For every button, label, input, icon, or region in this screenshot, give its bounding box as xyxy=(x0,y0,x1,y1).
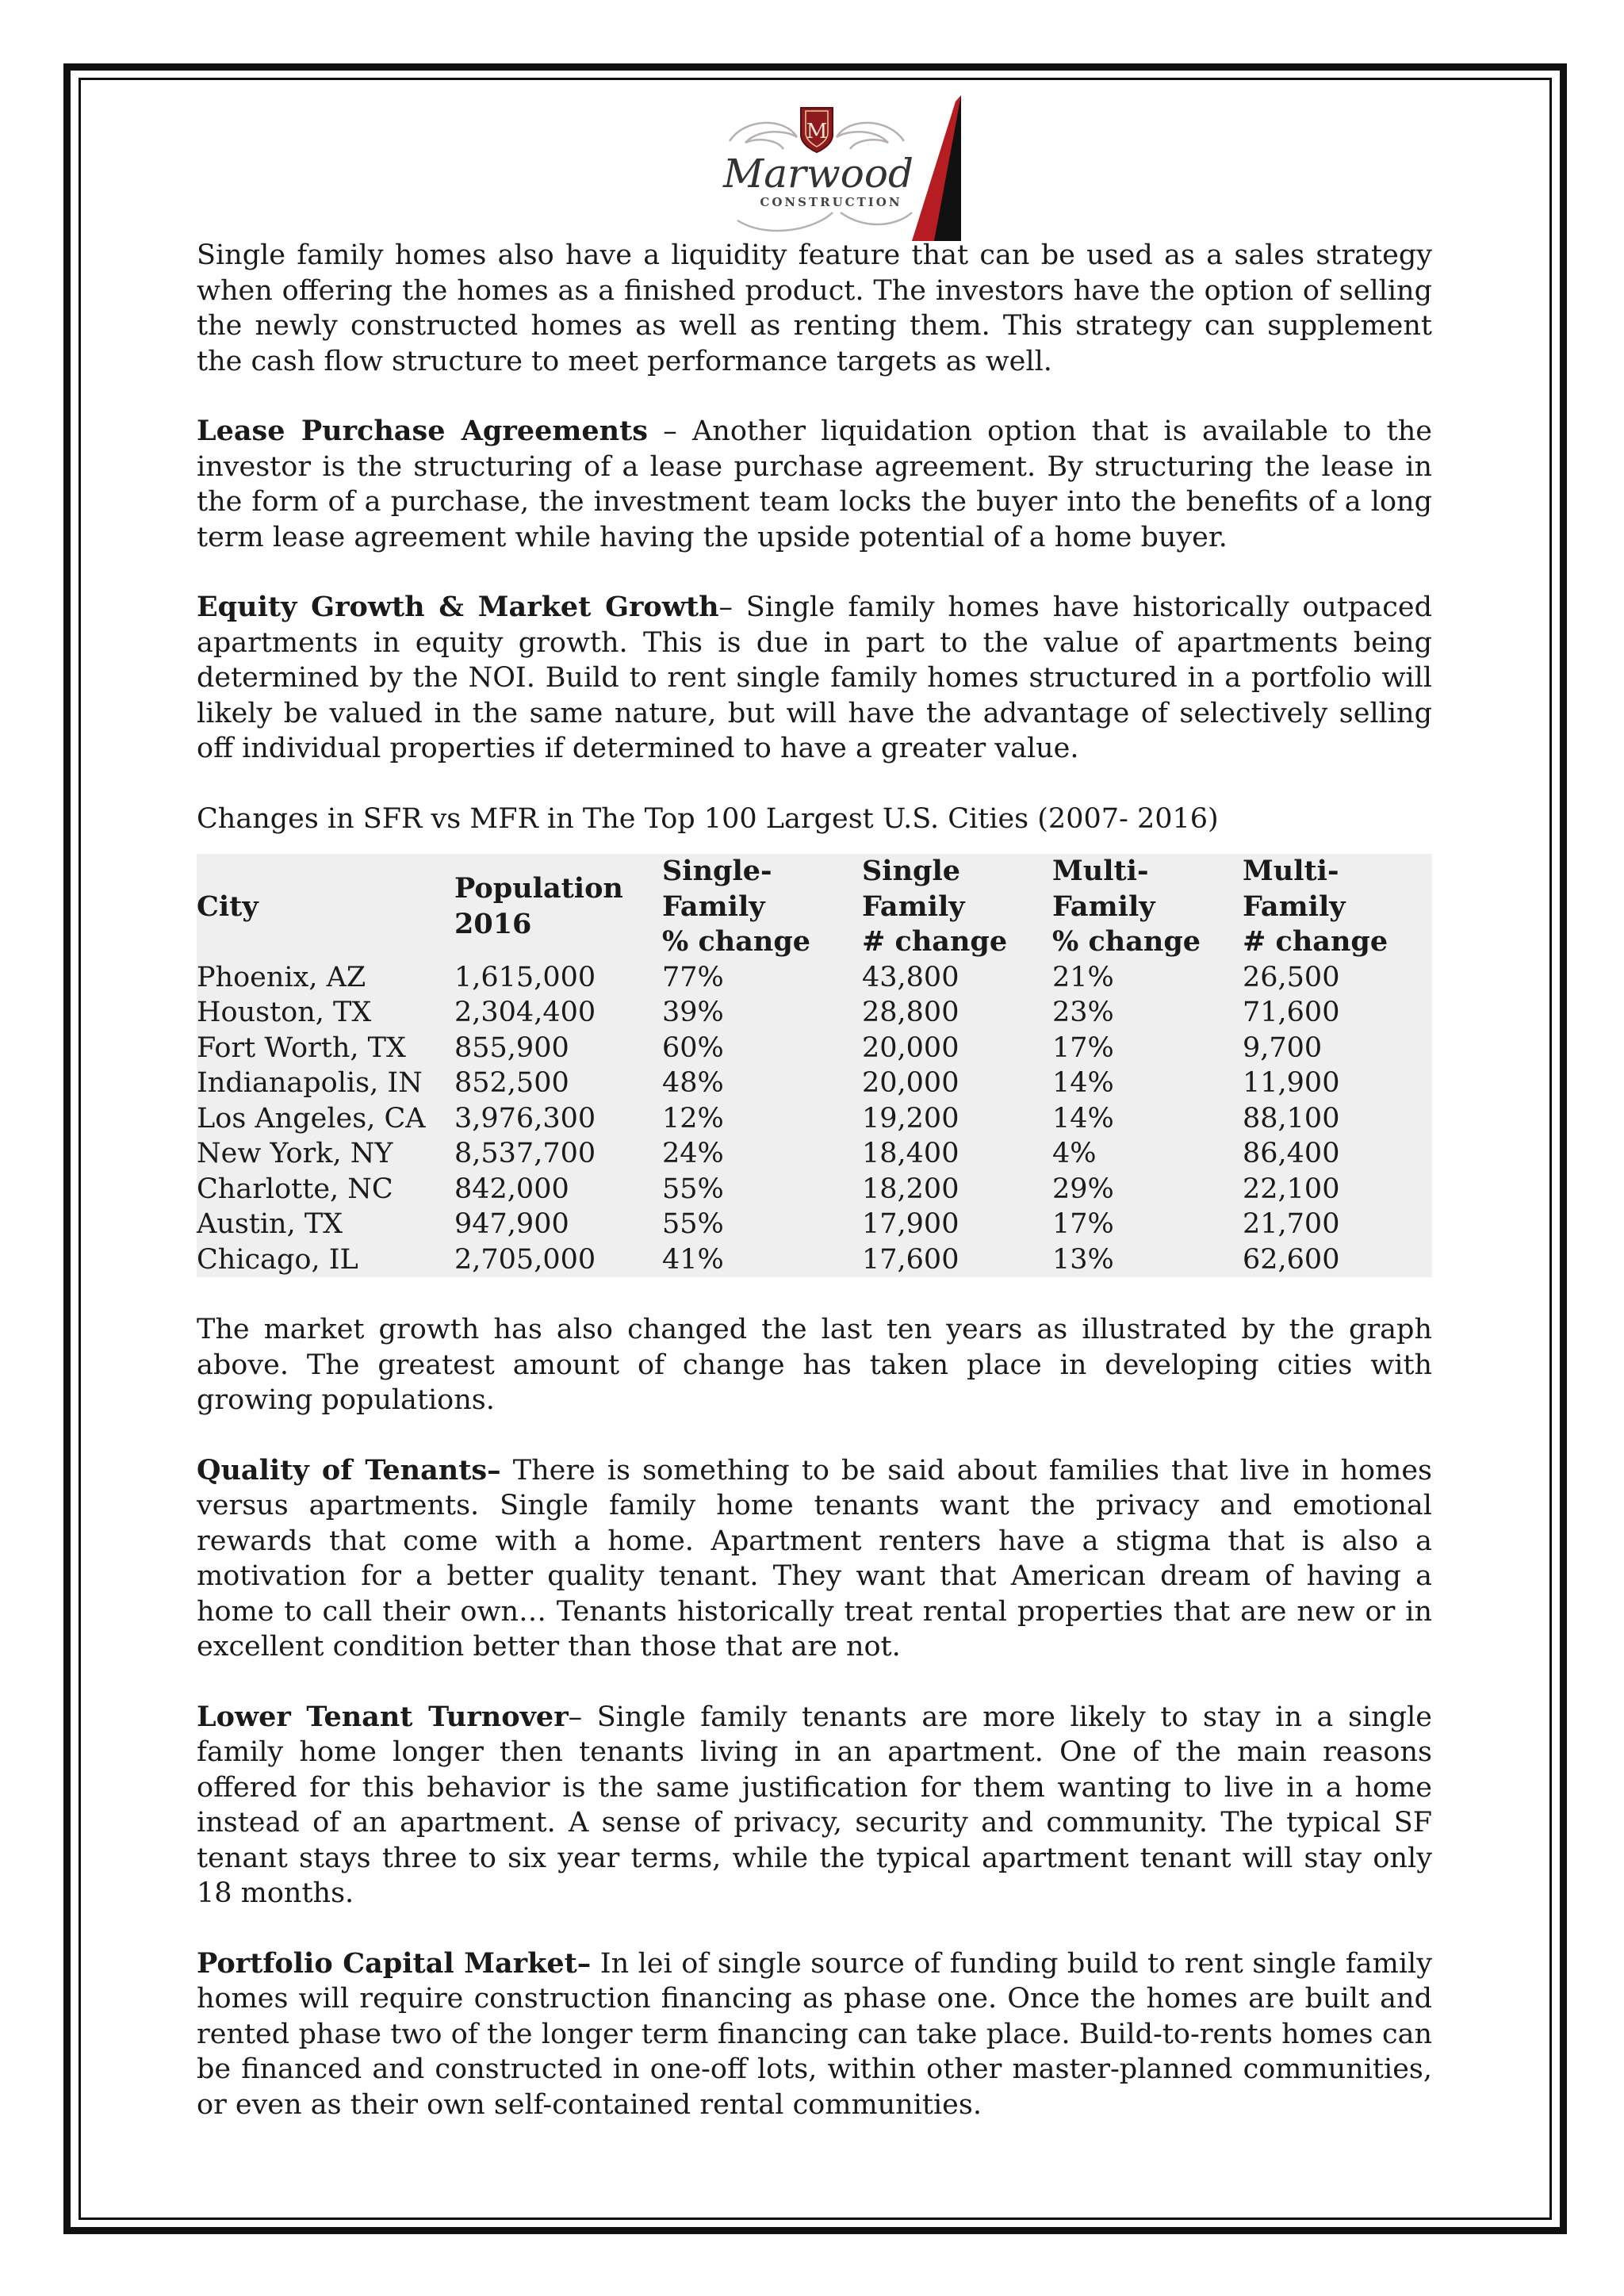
table-row xyxy=(197,1207,1432,1242)
turnover-body: – Single family tenants are more likely to stay in a single family home longer then tenants living in an apartment. One of the main reasons offered for this behavior is the same justification for them wanting to live in a home instead of an apartment. A sense of privacy, security and community. The typical SF tenant stays three to six year terms, while the typical apartment tenant will stay only 18 months. xyxy=(197,1701,1432,1909)
cell-city: Austin, TX xyxy=(197,1208,343,1240)
cell-sf-count: 43,800 xyxy=(862,961,959,993)
header-sf-percent: Single-Family % change xyxy=(662,855,811,958)
cell-mf-count: 86,400 xyxy=(1243,1138,1340,1169)
cell-city: Los Angeles, CA xyxy=(197,1102,426,1135)
table-row xyxy=(197,1066,1432,1101)
cell-sf-count: 18,400 xyxy=(862,1138,959,1169)
cell-mf-count: 62,600 xyxy=(1243,1243,1340,1276)
capital-body: In lei of single source of funding build to rent single family homes will require construction financing as phase one. Once the homes are built and rented phase two of the longer term financing can take place. Build-to-rents homes can be financed and constructed in one-off lots, within other master-planned communities, or even as their own self-contained rental communities. xyxy=(197,1947,1432,2121)
cell-population: 3,976,300 xyxy=(454,1102,596,1135)
cell-mf-count: 9,700 xyxy=(1243,1031,1323,1064)
logo-monogram: M xyxy=(806,120,828,144)
cell-mf-percent: 13% xyxy=(1052,1243,1114,1276)
header-city: City xyxy=(197,890,259,923)
city-growth-table xyxy=(197,854,1432,1277)
table-row xyxy=(197,1031,1432,1066)
cell-city: Phoenix, AZ xyxy=(197,961,366,993)
logo-tagline: CONSTRUCTION xyxy=(760,195,902,209)
cell-population: 947,900 xyxy=(454,1208,569,1240)
cell-sf-percent: 39% xyxy=(662,997,724,1028)
cell-mf-count: 21,700 xyxy=(1243,1208,1340,1240)
header-mf-percent: Multi-Family % change xyxy=(1052,855,1201,958)
cell-population: 1,615,000 xyxy=(454,961,596,993)
table-row xyxy=(197,995,1432,1031)
table-row xyxy=(197,1172,1432,1207)
cell-mf-count: 26,500 xyxy=(1243,961,1340,993)
lease-paragraph xyxy=(197,414,1432,555)
cell-mf-count: 88,100 xyxy=(1243,1102,1340,1135)
cell-city: Chicago, IL xyxy=(197,1243,358,1276)
capital-heading: Portfolio Capital Market– xyxy=(197,1946,592,1980)
cell-population: 855,900 xyxy=(454,1031,569,1064)
equity-body: – Single family homes have historically outpaced apartments in equity growth. This is due in part to the value of apartments being determined by the NOI. Build to rent single family homes structured in a portfolio will likely be valued in the same nature, but will have the advantage of selectively selling off individual properties if determined to have a greater value. xyxy=(197,591,1433,764)
table-row xyxy=(197,1242,1432,1278)
lease-body: – Another liquidation option that is available to the investor is the structuring of a lease purchase agreement. By structuring the lease in the form of a purchase, the investment team locks the buyer into the benefits of a long term lease agreement while having the upside potential of a home buyer. xyxy=(197,415,1432,553)
table-caption: Changes in SFR vs MFR in The Top 100 Largest U.S. Cities (2007- 2016) xyxy=(197,802,1219,835)
cell-population: 2,705,000 xyxy=(454,1243,596,1276)
cell-mf-percent: 4% xyxy=(1052,1138,1097,1169)
cell-sf-count: 17,600 xyxy=(862,1243,959,1276)
capital-paragraph xyxy=(197,1946,1432,2123)
turnover-heading: Lower Tenant Turnover xyxy=(197,1700,569,1733)
cell-city: Charlotte, NC xyxy=(197,1173,393,1205)
cell-sf-percent: 24% xyxy=(662,1138,724,1169)
document-body xyxy=(197,238,1432,2122)
cell-sf-count: 20,000 xyxy=(862,1031,959,1064)
cell-population: 842,000 xyxy=(454,1173,569,1205)
cell-mf-percent: 14% xyxy=(1052,1067,1114,1099)
cell-mf-count: 11,900 xyxy=(1243,1067,1340,1099)
header-sf-count: Single Family # change xyxy=(862,855,1008,958)
cell-population: 2,304,400 xyxy=(454,997,596,1028)
table-row xyxy=(197,1101,1432,1137)
cell-sf-count: 20,000 xyxy=(862,1067,959,1099)
cell-sf-count: 17,900 xyxy=(862,1208,959,1240)
cell-sf-percent: 55% xyxy=(662,1208,724,1240)
cell-sf-count: 28,800 xyxy=(862,997,959,1028)
equity-heading: Equity Growth & Market Growth xyxy=(197,591,719,623)
cell-population: 852,500 xyxy=(454,1067,569,1099)
header-mf-count: Multi-Family # change xyxy=(1243,855,1388,958)
cell-sf-percent: 55% xyxy=(662,1173,724,1205)
turnover-paragraph xyxy=(197,1700,1432,1911)
table-row xyxy=(197,1136,1432,1172)
cell-city: Fort Worth, TX xyxy=(197,1031,406,1064)
cell-sf-count: 19,200 xyxy=(862,1102,959,1135)
lease-heading: Lease Purchase Agreements xyxy=(197,415,648,447)
cell-mf-percent: 29% xyxy=(1052,1173,1114,1205)
market-growth-paragraph: The market growth has also changed the last ten years as illustrated by the graph above. The greatest amount of change has taken place in developing cities with growing populations. xyxy=(197,1314,1432,1416)
cell-sf-percent: 12% xyxy=(662,1102,724,1135)
tenants-heading: Quality of Tenants– xyxy=(197,1453,501,1487)
logo-wordmark: Marwood xyxy=(723,151,914,197)
cell-sf-percent: 60% xyxy=(662,1031,724,1064)
cell-mf-percent: 23% xyxy=(1052,997,1114,1028)
cell-population: 8,537,700 xyxy=(454,1138,596,1169)
tenants-body: There is something to be said about families that live in homes versus apartments. Single family home tenants want the privacy and emotional rewards that come with a home. Apartment renters have a stigma that is also a motivation for a better quality tenant. They want that American dream of having a home to call their own… Tenants historically treat rental properties that are new or in excellent condition better than those that are not. xyxy=(197,1454,1432,1663)
cell-sf-percent: 41% xyxy=(662,1243,724,1276)
marwood-construction-logo xyxy=(682,94,967,243)
liquidity-paragraph: Single family homes also have a liquidity feature that can be used as a sales strategy when offering the homes as a finished product. The investors have the option of selling the newly constructed homes as well as renting them. This strategy can supplement the cash flow structure to meet performance targets as well. xyxy=(197,239,1432,377)
table-row xyxy=(197,960,1432,996)
equity-paragraph xyxy=(197,590,1432,767)
cell-city: Houston, TX xyxy=(197,997,372,1028)
cell-mf-percent: 14% xyxy=(1052,1102,1114,1135)
cell-city: Indianapolis, IN xyxy=(197,1067,423,1099)
cell-mf-percent: 17% xyxy=(1052,1208,1114,1240)
cell-mf-percent: 17% xyxy=(1052,1031,1114,1064)
header-population: Population 2016 xyxy=(454,872,623,940)
cell-mf-percent: 21% xyxy=(1052,961,1114,993)
cell-mf-count: 71,600 xyxy=(1243,997,1340,1028)
cell-sf-percent: 77% xyxy=(662,961,724,993)
cell-sf-percent: 48% xyxy=(662,1067,724,1099)
cell-sf-count: 18,200 xyxy=(862,1173,959,1205)
cell-mf-count: 22,100 xyxy=(1243,1173,1340,1205)
table-header-row xyxy=(197,854,1432,960)
tenants-paragraph xyxy=(197,1453,1432,1665)
cell-city: New York, NY xyxy=(197,1138,393,1169)
